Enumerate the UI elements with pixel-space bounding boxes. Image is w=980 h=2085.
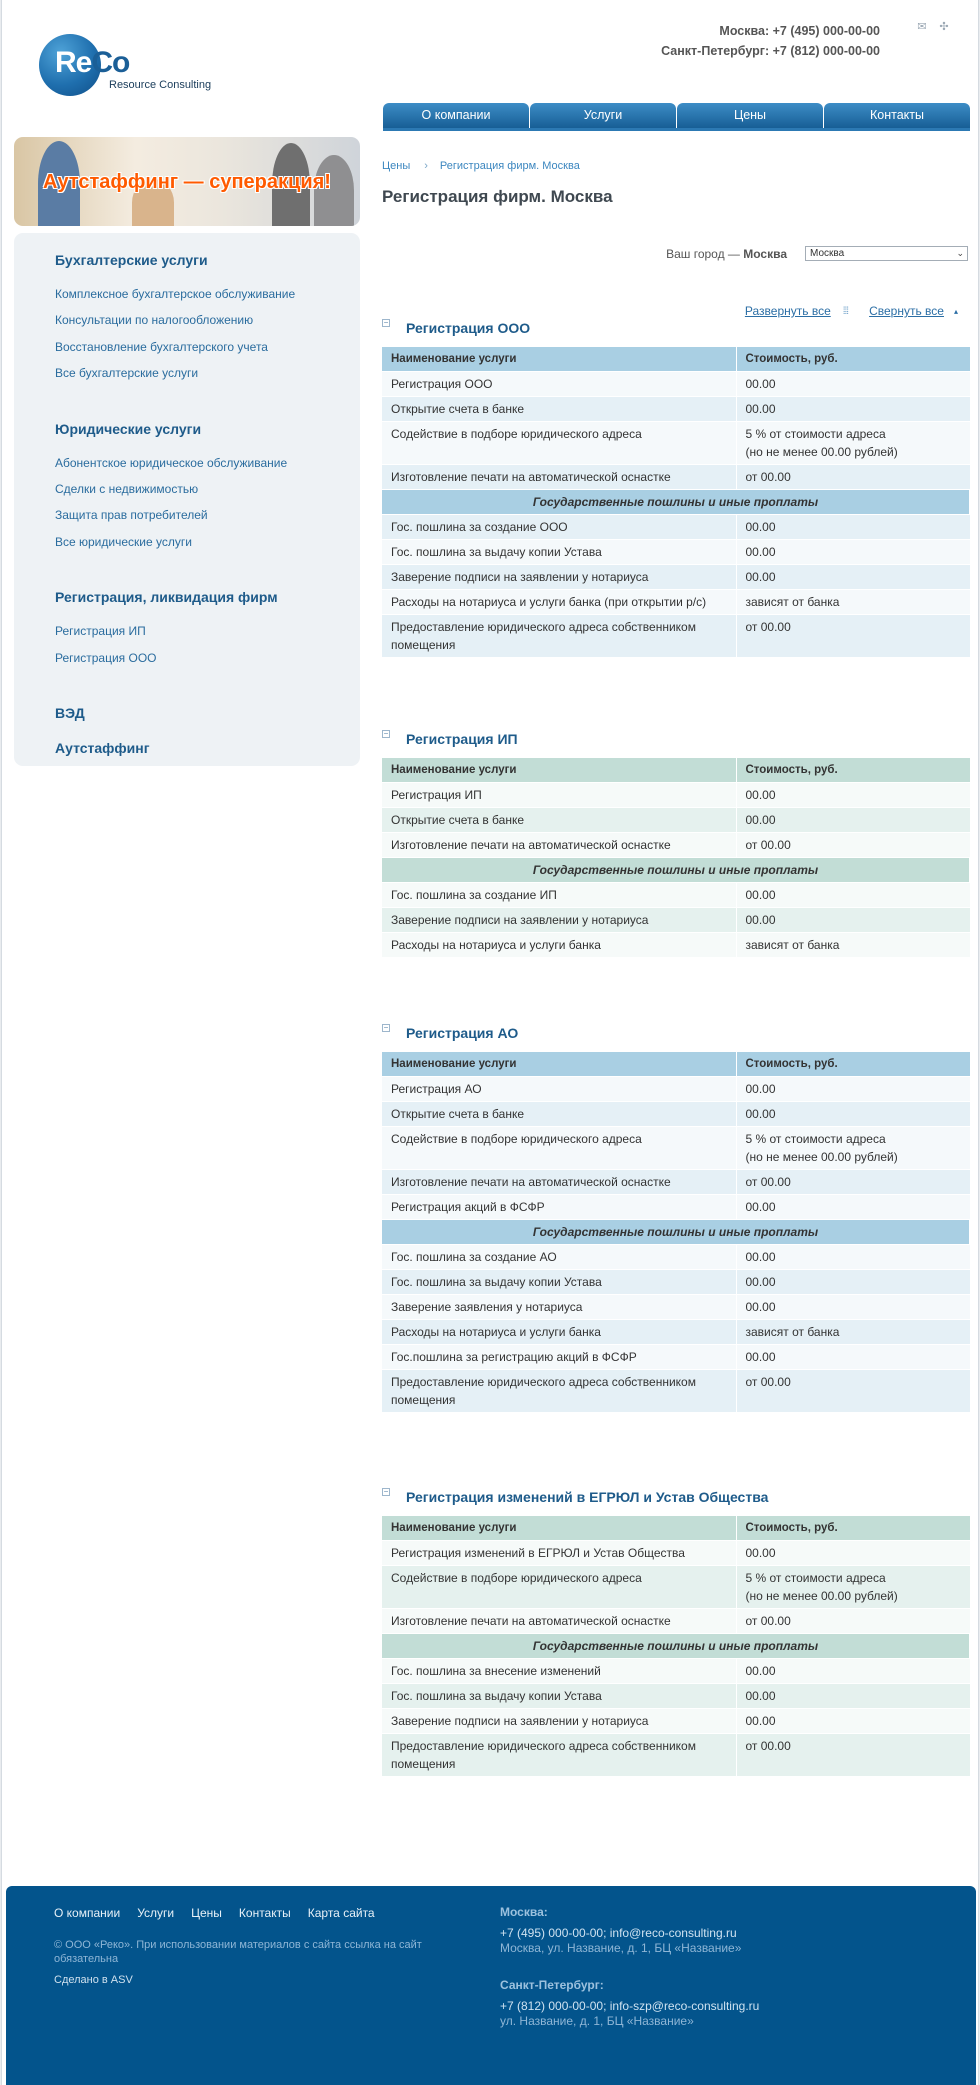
footer-office-address: ул. Название, д. 1, БЦ «Название»: [500, 2014, 694, 2028]
sidebar-link[interactable]: Все юридические услуги: [55, 534, 192, 549]
table-row: [382, 1541, 970, 1566]
table-row: [382, 540, 970, 565]
section-title: [382, 1024, 970, 1052]
sidebar-heading-accounting[interactable]: Бухгалтерские услуги: [55, 252, 208, 268]
nav-tab-about[interactable]: О компании: [383, 103, 529, 131]
table-row: [382, 1609, 970, 1634]
table-row: [382, 565, 970, 590]
sidebar-heading-ved[interactable]: ВЭД: [55, 705, 85, 722]
service-price: от 00.00: [736, 615, 970, 658]
section-title: [382, 730, 970, 758]
table-row: [382, 1320, 970, 1345]
service-price: от 00.00: [736, 1170, 970, 1195]
table-row: [382, 1659, 970, 1684]
service-price: 5 % от стоимости адреса (но не менее 00.00 рублей): [736, 422, 970, 465]
nav-underline: [383, 128, 970, 131]
footer-office-address: Москва, ул. Название, д. 1, БЦ «Название»: [500, 1941, 742, 1955]
service-price: 00.00: [736, 1102, 970, 1127]
sitemap-icon[interactable]: ✣: [939, 21, 949, 33]
service-price: от 00.00: [736, 1734, 970, 1777]
service-name: Открытие счета в банке: [382, 1102, 736, 1127]
footer-office-city: Москва:: [500, 1905, 548, 1919]
banner-text: Аутстаффинг — суперакция!: [43, 171, 331, 193]
service-price: 00.00: [736, 883, 970, 908]
table-subheader-row: [382, 1220, 970, 1245]
service-name: Расходы на нотариуса и услуги банка (при открытии р/с): [382, 590, 736, 615]
sidebar-list-registration: [55, 618, 332, 671]
service-name: Содействие в подборе юридического адреса: [382, 1127, 736, 1170]
mail-icon[interactable]: ✉: [917, 21, 927, 33]
service-price: 00.00: [736, 1541, 970, 1566]
service-price: 00.00: [736, 372, 970, 397]
chevron-up-icon: ▴: [953, 306, 958, 316]
header-contacts: [661, 21, 880, 61]
sidebar-link[interactable]: Восстановление бухгалтерского учета: [55, 339, 268, 354]
footer-link[interactable]: Услуги: [137, 1906, 175, 1920]
sidebar-link[interactable]: Абонентское юридическое обслуживание: [55, 455, 288, 470]
table-row: [382, 1245, 970, 1270]
footer-link[interactable]: О компании: [54, 1906, 121, 1920]
service-price: 00.00: [736, 540, 970, 565]
nav-tab-services[interactable]: Услуги: [530, 103, 676, 131]
service-name: Предоставление юридического адреса собственником помещения: [382, 615, 736, 658]
service-price: 00.00: [736, 1245, 970, 1270]
table-row: [382, 1566, 970, 1609]
section-heading[interactable]: Регистрация изменений в ЕГРЮЛ и Устав Общества: [406, 1489, 769, 1505]
service-name: Гос. пошлина за создание ИП: [382, 883, 736, 908]
table-subheader-row: [382, 858, 970, 883]
table-row: [382, 515, 970, 540]
service-name: Гос. пошлина за создание АО: [382, 1245, 736, 1270]
service-name: Расходы на нотариуса и услуги банка: [382, 933, 736, 958]
price-section: [382, 319, 970, 658]
table-header-row: [382, 1516, 970, 1541]
service-name: Предоставление юридического адреса собственником помещения: [382, 1734, 736, 1777]
service-price: 5 % от стоимости адреса (но не менее 00.00 рублей): [736, 1566, 970, 1609]
sidebar-link[interactable]: Сделки с недвижимостью: [55, 482, 199, 497]
collapse-toggle-icon[interactable]: −: [383, 1487, 389, 1496]
footer-copyright: © ООО «Реко». При использовании материалов с сайта ссылка на сайт обязательна: [54, 1939, 422, 1965]
service-name: Регистрация АО: [382, 1077, 736, 1102]
sidebar-link[interactable]: Регистрация ИП: [55, 624, 146, 639]
table-row: [382, 1295, 970, 1320]
table-row: [382, 397, 970, 422]
sidebar-heading-legal[interactable]: Юридические услуги: [55, 420, 202, 437]
footer-office-contacts[interactable]: +7 (812) 000-00-00; info-szp@reco-consulting.ru: [500, 1999, 760, 2013]
service-name: Заверение подписи на заявлении у нотариуса: [382, 1709, 736, 1734]
service-name: Открытие счета в банке: [382, 397, 736, 422]
price-section: [382, 1024, 970, 1413]
dots-grid-icon: ⁞⁞⁞: [842, 305, 849, 317]
price-section: [382, 730, 970, 958]
service-price: 00.00: [736, 1295, 970, 1320]
logo-subtitle: Resource Consulting: [109, 79, 212, 91]
city-select[interactable]: Москва ⌄: [805, 246, 968, 261]
breadcrumb-link[interactable]: Цены: [382, 160, 411, 172]
service-name: Заверение подписи на заявлении у нотариуса: [382, 565, 736, 590]
table-row: [382, 783, 970, 808]
collapse-toggle-icon[interactable]: −: [383, 318, 389, 327]
table-row: [382, 808, 970, 833]
service-price: 00.00: [736, 1077, 970, 1102]
city-label: Ваш город — Москва: [666, 246, 787, 261]
service-price: 00.00: [736, 515, 970, 540]
page-title: Регистрация фирм. Москва: [382, 187, 613, 206]
service-price: 00.00: [736, 1684, 970, 1709]
section-title: [382, 319, 970, 347]
service-price: зависят от банка: [736, 1320, 970, 1345]
price-section: [382, 1488, 970, 1777]
section-heading[interactable]: Регистрация ООО: [406, 320, 531, 336]
footer-office-contacts[interactable]: +7 (495) 000-00-00; info@reco-consulting.ru: [500, 1926, 737, 1940]
column-header: Стоимость, руб.: [736, 1516, 970, 1541]
table-row: [382, 1684, 970, 1709]
page: [1, 0, 979, 2085]
table-row: [382, 422, 970, 465]
service-name: Гос. пошлина за внесение изменений: [382, 1659, 736, 1684]
price-table: [382, 758, 970, 958]
service-price: 00.00: [736, 397, 970, 422]
service-price: 00.00: [736, 1270, 970, 1295]
service-price: от 00.00: [736, 1370, 970, 1413]
chevron-down-icon: ⌄: [956, 248, 964, 258]
collapse-toggle-icon[interactable]: −: [383, 729, 389, 738]
fees-subheader: Государственные пошлины и иные проплаты: [382, 1220, 970, 1245]
footer-link[interactable]: Карта сайта: [307, 1906, 375, 1920]
service-name: Гос. пошлина за создание ООО: [382, 515, 736, 540]
footer: [6, 1886, 976, 2085]
table-row: [382, 1734, 970, 1777]
service-name: Изготовление печати на автоматической оснастке: [382, 465, 736, 490]
collapse-toggle-icon[interactable]: −: [383, 1023, 389, 1032]
service-name: Гос.пошлина за регистрацию акций в ФСФР: [382, 1345, 736, 1370]
fees-subheader: Государственные пошлины и иные проплаты: [382, 858, 970, 883]
column-header: Наименование услуги: [382, 1516, 736, 1541]
price-table: [382, 347, 970, 658]
table-row: [382, 1170, 970, 1195]
fees-subheader: Государственные пошлины и иные проплаты: [382, 1634, 970, 1659]
sidebar-link[interactable]: Регистрация ООО: [55, 650, 157, 665]
sidebar-heading-registration[interactable]: Регистрация, ликвидация фирм: [55, 589, 278, 606]
column-header: Стоимость, руб.: [736, 347, 970, 372]
service-price: 00.00: [736, 1659, 970, 1684]
table-row: [382, 615, 970, 658]
breadcrumb-link[interactable]: Регистрация фирм. Москва: [439, 160, 580, 172]
table-row: [382, 933, 970, 958]
column-header: Стоимость, руб.: [736, 1052, 970, 1077]
footer-nav: [54, 1906, 375, 1920]
contact-spb: Санкт-Петербург: +7 (812) 000-00-00: [661, 44, 880, 58]
column-header: Наименование услуги: [382, 1052, 736, 1077]
section-title: [382, 1488, 970, 1516]
expand-collapse-controls: [745, 304, 958, 318]
sidebar-link[interactable]: Все бухгалтерские услуги: [55, 366, 199, 381]
column-header: Стоимость, руб.: [736, 758, 970, 783]
service-price: 00.00: [736, 783, 970, 808]
price-table: [382, 1052, 970, 1413]
table-row: [382, 908, 970, 933]
sidebar-heading-outstaff[interactable]: Аутстаффинг: [55, 740, 150, 757]
price-table: [382, 1516, 970, 1777]
service-name: Содействие в подборе юридического адреса: [382, 1566, 736, 1609]
service-price: от 00.00: [736, 465, 970, 490]
service-price: от 00.00: [736, 833, 970, 858]
service-price: 00.00: [736, 808, 970, 833]
service-name: Открытие счета в банке: [382, 808, 736, 833]
table-row: [382, 465, 970, 490]
table-row: [382, 372, 970, 397]
service-name: Заверение заявления у нотариуса: [382, 1295, 736, 1320]
service-name: Изготовление печати на автоматической оснастке: [382, 1170, 736, 1195]
service-name: Гос. пошлина за выдачу копии Устава: [382, 540, 736, 565]
nav-tab-contacts[interactable]: Контакты: [824, 103, 970, 131]
column-header: Наименование услуги: [382, 758, 736, 783]
service-price: 00.00: [736, 1709, 970, 1734]
service-price: 00.00: [736, 565, 970, 590]
service-name: Изготовление печати на автоматической оснастке: [382, 833, 736, 858]
header-icons: [916, 21, 950, 33]
expand-all-link[interactable]: Развернуть все: [744, 304, 831, 318]
breadcrumb-separator: ›: [424, 160, 428, 172]
collapse-all-link[interactable]: Свернуть все: [869, 304, 944, 318]
city-selector-row: [666, 246, 968, 261]
table-row: [382, 883, 970, 908]
nav-tab-prices[interactable]: Цены: [677, 103, 823, 131]
table-row: [382, 590, 970, 615]
table-subheader-row: [382, 1634, 970, 1659]
footer-link[interactable]: Контакты: [238, 1906, 291, 1920]
service-price: зависят от банка: [736, 590, 970, 615]
service-name: Регистрация акций в ФСФР: [382, 1195, 736, 1220]
column-header: Наименование услуги: [382, 347, 736, 372]
section-heading[interactable]: Регистрация АО: [406, 1025, 519, 1041]
service-name: Заверение подписи на заявлении у нотариуса: [382, 908, 736, 933]
footer-link[interactable]: Цены: [191, 1906, 222, 1920]
logo-word: ReCo: [55, 46, 130, 79]
service-name: Регистрация ООО: [382, 372, 736, 397]
service-name: Регистрация ИП: [382, 783, 736, 808]
top-navigation: [383, 103, 970, 131]
logo[interactable]: [39, 34, 219, 98]
service-price: 5 % от стоимости адреса (но не менее 00.00 рублей): [736, 1127, 970, 1170]
service-price: зависят от банка: [736, 933, 970, 958]
table-row: [382, 1709, 970, 1734]
table-row: [382, 1370, 970, 1413]
sidebar-link[interactable]: Комплексное бухгалтерское обслуживание: [55, 287, 296, 301]
contact-moscow: Москва: +7 (495) 000-00-00: [719, 24, 880, 38]
service-name: Гос. пошлина за выдачу копии Устава: [382, 1270, 736, 1295]
sidebar: [14, 233, 360, 766]
table-row: [382, 1102, 970, 1127]
sidebar-link[interactable]: Защита прав потребителей: [55, 508, 208, 523]
service-price: от 00.00: [736, 1609, 970, 1634]
table-row: [382, 1077, 970, 1102]
table-row: [382, 1270, 970, 1295]
table-header-row: [382, 758, 970, 783]
promo-banner[interactable]: [14, 137, 360, 226]
table-row: [382, 833, 970, 858]
section-heading[interactable]: Регистрация ИП: [406, 731, 518, 747]
fees-subheader: Государственные пошлины и иные проплаты: [382, 490, 970, 515]
service-name: Предоставление юридического адреса собственником помещения: [382, 1370, 736, 1413]
table-header-row: [382, 347, 970, 372]
footer-made-by[interactable]: Сделано в ASV: [54, 1974, 133, 1986]
table-row: [382, 1345, 970, 1370]
breadcrumb: [382, 160, 580, 172]
table-header-row: [382, 1052, 970, 1077]
sidebar-link[interactable]: Консультации по налогообложению: [55, 313, 254, 328]
service-price: 00.00: [736, 1345, 970, 1370]
table-subheader-row: [382, 490, 970, 515]
service-name: Расходы на нотариуса и услуги банка: [382, 1320, 736, 1345]
sidebar-list-accounting: [55, 281, 332, 387]
service-price: 00.00: [736, 1195, 970, 1220]
service-name: Гос. пошлина за выдачу копии Устава: [382, 1684, 736, 1709]
footer-office-city: Санкт-Петербург:: [500, 1978, 604, 1992]
table-row: [382, 1127, 970, 1170]
sidebar-list-legal: [55, 450, 332, 556]
service-name: Изготовление печати на автоматической оснастке: [382, 1609, 736, 1634]
service-name: Содействие в подборе юридического адреса: [382, 422, 736, 465]
service-price: 00.00: [736, 908, 970, 933]
service-name: Регистрация изменений в ЕГРЮЛ и Устав Общества: [382, 1541, 736, 1566]
table-row: [382, 1195, 970, 1220]
